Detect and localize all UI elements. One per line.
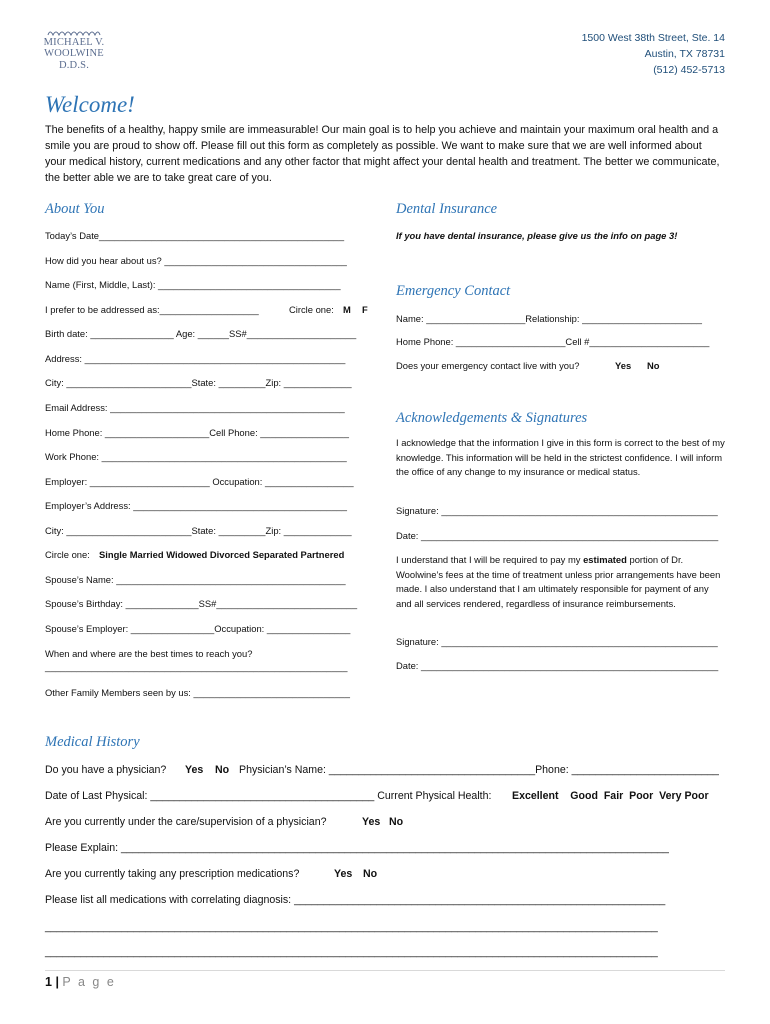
page-footer (45, 975, 116, 989)
medications-blank-line-1[interactable]: ________________________________________________________________________________________________________ (45, 921, 658, 933)
best-times-label: When and where are the best times to reach you? (45, 648, 253, 659)
emergency-live-question: Does your emergency contact live with you? (396, 360, 580, 371)
footer-divider (45, 970, 725, 971)
medications-no[interactable]: No (363, 868, 378, 880)
medications-list-field[interactable]: Please list all medications with correlating diagnosis: _______________________________________________________________ (45, 894, 666, 906)
gender-male-option[interactable]: M (343, 304, 351, 315)
marital-circle-label: Circle one: (45, 549, 90, 560)
medications-blank-line-2[interactable]: ________________________________________________________________________________________________________ (45, 946, 658, 958)
emergency-live-no[interactable]: No (647, 360, 660, 371)
gender-female-option[interactable]: F (362, 304, 368, 315)
marital-status-options[interactable]: Single Married Widowed Divorced Separated Partnered (99, 549, 345, 560)
signature-field-1[interactable]: Signature: _____________________________________________________ (396, 505, 718, 516)
logo-line-1: MICHAEL V. (43, 37, 105, 48)
medical-heading: Medical History (45, 734, 140, 750)
spouse-birthday-field[interactable]: Spouse’s Birthday: ______________SS#___________________________ (45, 598, 358, 609)
page-separator: | (55, 975, 59, 989)
signature-field-2[interactable]: Signature: _____________________________________________________ (396, 636, 718, 647)
best-times-field[interactable]: __________________________________________________________ (45, 661, 348, 672)
logo-line-2: WOOLWINE (44, 48, 104, 59)
work-phone-field[interactable]: Work Phone: _______________________________________________ (45, 451, 347, 462)
city-field[interactable]: City: ________________________State: _________Zip: _____________ (45, 377, 352, 388)
physician-no[interactable]: No (215, 764, 230, 776)
employer-address-field[interactable]: Employer’s Address: _________________________________________ (45, 500, 348, 511)
ack-paragraph-2 (396, 553, 726, 611)
explain-field[interactable]: Please Explain: _____________________________________________________________________________________________ (45, 842, 669, 854)
insurance-note: If you have dental insurance, please give us the info on page 3! (396, 230, 678, 241)
emergency-live-yes[interactable]: Yes (615, 360, 632, 371)
practice-address (582, 30, 725, 78)
todays-date-field[interactable]: Today’s Date_______________________________________________ (45, 230, 345, 241)
employer-field[interactable]: Employer: _______________________ Occupation: _________________ (45, 476, 354, 487)
practice-logo (38, 28, 108, 82)
address-field[interactable]: Address: __________________________________________________ (45, 353, 346, 364)
ack-paragraph-2-end: portion of Dr. Woolwine’s fees at the time of treatment unless prior arrangements have been made. I also understand that I am ultimately responsible for payment of any and all services rendered, regardless of insurance reimbursements. (396, 554, 721, 609)
home-phone-field[interactable]: Home Phone: ____________________Cell Phone: _________________ (45, 427, 349, 438)
emergency-heading: Emergency Contact (396, 283, 511, 299)
care-question: Are you currently under the care/supervision of a physician? (45, 816, 327, 828)
physician-question: Do you have a physician? (45, 764, 167, 776)
insurance-heading: Dental Insurance (396, 201, 498, 217)
preferred-name-field[interactable]: I prefer to be addressed as:___________________ (45, 304, 259, 315)
ack-heading: Acknowledgements & Signatures (396, 410, 588, 426)
ack-estimated-word: estimated (583, 554, 627, 565)
page-word: P a g e (62, 975, 116, 989)
physician-name-field[interactable]: Physician’s Name: ___________________________________Phone: _________________________ (239, 764, 719, 776)
spouse-name-field[interactable]: Spouse’s Name: ____________________________________________ (45, 574, 346, 585)
referral-field[interactable]: How did you hear about us? ___________________________________ (45, 255, 347, 266)
gender-circle-label: Circle one: (289, 304, 334, 315)
page-number: 1 (45, 975, 52, 989)
emergency-phone-field[interactable]: Home Phone: _____________________Cell #_______________________ (396, 336, 710, 347)
physical-health-options[interactable]: Excellent Good Fair Poor Very Poor (512, 790, 709, 802)
date-field-1[interactable]: Date: _________________________________________________________ (396, 530, 719, 541)
last-physical-field[interactable]: Date of Last Physical: ______________________________________ Current Physical Health: (45, 790, 492, 802)
date-field-2[interactable]: Date: _________________________________________________________ (396, 660, 719, 671)
email-field[interactable]: Email Address: _____________________________________________ (45, 402, 345, 413)
care-no[interactable]: No (389, 816, 404, 828)
address-line-1: 1500 West 38th Street, Ste. 14 (581, 32, 725, 44)
ack-paragraph-2-start: I understand that I will be required to pay my (396, 554, 584, 565)
emergency-name-field[interactable]: Name: ___________________Relationship: _______________________ (396, 313, 703, 324)
care-yes[interactable]: Yes (362, 816, 381, 828)
about-heading: About You (45, 201, 105, 217)
physician-yes[interactable]: Yes (185, 764, 204, 776)
address-line-2: Austin, TX 78731 (644, 48, 725, 60)
medications-yes[interactable]: Yes (334, 868, 353, 880)
tooth-row-icon (46, 28, 102, 36)
ack-paragraph-1: I acknowledge that the information I give in this form is correct to the best of my knowledge. This information will be held in the strictest confidence. I will inform the office of any change to my insurance or medical status. (396, 437, 725, 477)
practice-phone: (512) 452-5713 (653, 64, 725, 76)
family-members-field[interactable]: Other Family Members seen by us: ______________________________ (45, 687, 350, 698)
birth-date-field[interactable]: Birth date: ________________ Age: ______SS#_____________________ (45, 328, 357, 339)
employer-city-field[interactable]: City: ________________________State: _________Zip: _____________ (45, 525, 352, 536)
welcome-text: The benefits of a healthy, happy smile are immeasurable! Our main goal is to help you achieve and maintain your maximum oral health and a smile you are proud to show off. Please fill out this form as completely as possible. We want to make sure that we are well informed about your medical history, current medications and any other factor that might affect your dental health and treatment. The better we communicate, the better able we are to take great care of you. (45, 124, 720, 184)
welcome-title: Welcome! (45, 92, 135, 117)
full-name-field[interactable]: Name (First, Middle, Last): ___________________________________ (45, 279, 341, 290)
logo-line-3: D.D.S. (58, 60, 90, 71)
spouse-employer-field[interactable]: Spouse’s Employer: ________________Occupation: ________________ (45, 623, 351, 634)
medications-question: Are you currently taking any prescription medications? (45, 868, 300, 880)
